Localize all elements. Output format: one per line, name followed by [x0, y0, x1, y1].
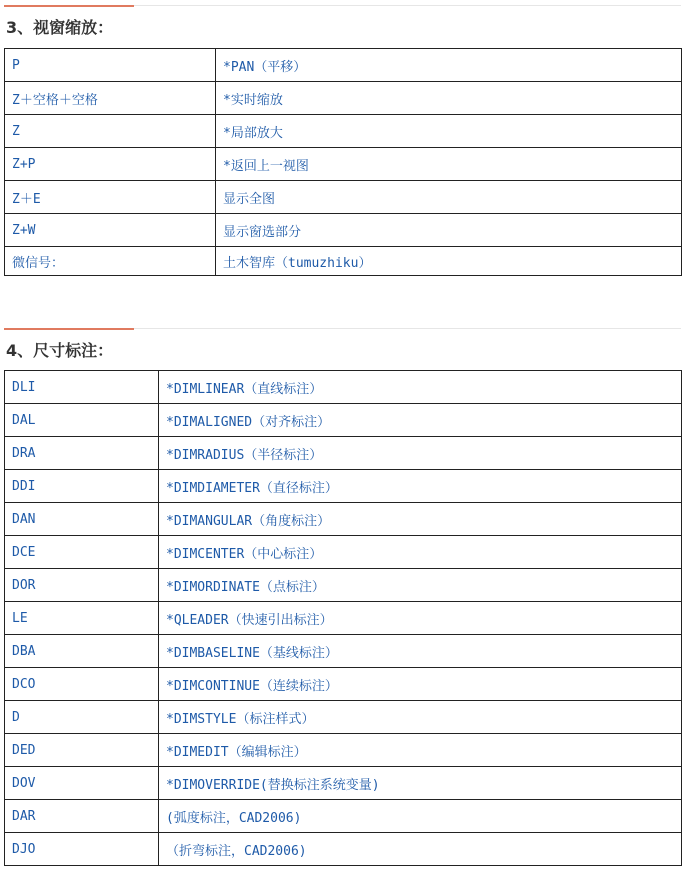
command-description: *DIMEDIT（编辑标注）	[159, 734, 682, 767]
command-description: *DIMCENTER（中心标注）	[159, 536, 682, 569]
table-row	[5, 602, 682, 635]
command-description: *实时缩放	[216, 82, 682, 115]
zoom-commands-table	[4, 48, 682, 276]
command-key: DCE	[5, 536, 159, 569]
command-description: *DIMANGULAR（角度标注）	[159, 503, 682, 536]
table-row	[5, 800, 682, 833]
command-description: *DIMSTYLE（标注样式）	[159, 701, 682, 734]
command-description: *DIMLINEAR（直线标注）	[159, 371, 682, 404]
header-accent-line	[4, 5, 134, 7]
command-description: 显示全图	[216, 181, 682, 214]
table-row	[5, 668, 682, 701]
table-row	[5, 470, 682, 503]
command-description: (弧度标注，CAD2006)	[159, 800, 682, 833]
table-row	[5, 148, 682, 181]
command-description: *局部放大	[216, 115, 682, 148]
command-key: D	[5, 701, 159, 734]
table-row	[5, 437, 682, 470]
section-title: 3、视窗缩放：	[6, 18, 114, 37]
command-key: DAN	[5, 503, 159, 536]
command-key: DED	[5, 734, 159, 767]
command-key: DRA	[5, 437, 159, 470]
command-description: *DIMRADIUS（半径标注）	[159, 437, 682, 470]
table-row	[5, 767, 682, 800]
table-row	[5, 115, 682, 148]
command-description: *DIMDIAMETER（直径标注）	[159, 470, 682, 503]
command-key: Z＋空格＋空格	[5, 82, 216, 115]
table-row	[5, 49, 682, 82]
dimension-commands-table	[4, 370, 682, 866]
command-key: Z+W	[5, 214, 216, 247]
command-key: Z+P	[5, 148, 216, 181]
command-key: P	[5, 49, 216, 82]
command-key: DDI	[5, 470, 159, 503]
command-key: DAL	[5, 404, 159, 437]
header-divider	[134, 328, 681, 329]
command-description: *DIMALIGNED（对齐标注）	[159, 404, 682, 437]
table-row	[5, 569, 682, 602]
command-description: 土木智库（tumuzhiku）	[216, 247, 682, 276]
command-description: *返回上一视图	[216, 148, 682, 181]
command-key: 微信号：	[5, 247, 216, 276]
table-row	[5, 734, 682, 767]
command-description: 显示窗选部分	[216, 214, 682, 247]
command-description: *DIMCONTINUE（连续标注）	[159, 668, 682, 701]
table-row	[5, 701, 682, 734]
command-key: DAR	[5, 800, 159, 833]
header-accent-line	[4, 328, 134, 330]
command-description: *DIMBASELINE（基线标注）	[159, 635, 682, 668]
table-row	[5, 371, 682, 404]
header-divider	[134, 5, 681, 6]
table-row	[5, 536, 682, 569]
command-key: LE	[5, 602, 159, 635]
command-description: *QLEADER（快速引出标注）	[159, 602, 682, 635]
table-row	[5, 181, 682, 214]
section-title: 4、尺寸标注：	[6, 341, 114, 360]
table-row	[5, 82, 682, 115]
command-description: *DIMORDINATE（点标注）	[159, 569, 682, 602]
table-row	[5, 404, 682, 437]
command-key: DJO	[5, 833, 159, 866]
command-key: DBA	[5, 635, 159, 668]
table-row	[5, 503, 682, 536]
command-description: （折弯标注，CAD2006)	[159, 833, 682, 866]
table-row	[5, 214, 682, 247]
command-key: Z	[5, 115, 216, 148]
command-description: *DIMOVERRIDE(替换标注系统变量)	[159, 767, 682, 800]
command-key: Z＋E	[5, 181, 216, 214]
command-key: DOR	[5, 569, 159, 602]
command-key: DLI	[5, 371, 159, 404]
command-key: DOV	[5, 767, 159, 800]
command-description: *PAN（平移）	[216, 49, 682, 82]
table-row	[5, 247, 682, 276]
command-key: DCO	[5, 668, 159, 701]
table-row	[5, 833, 682, 866]
table-row	[5, 635, 682, 668]
